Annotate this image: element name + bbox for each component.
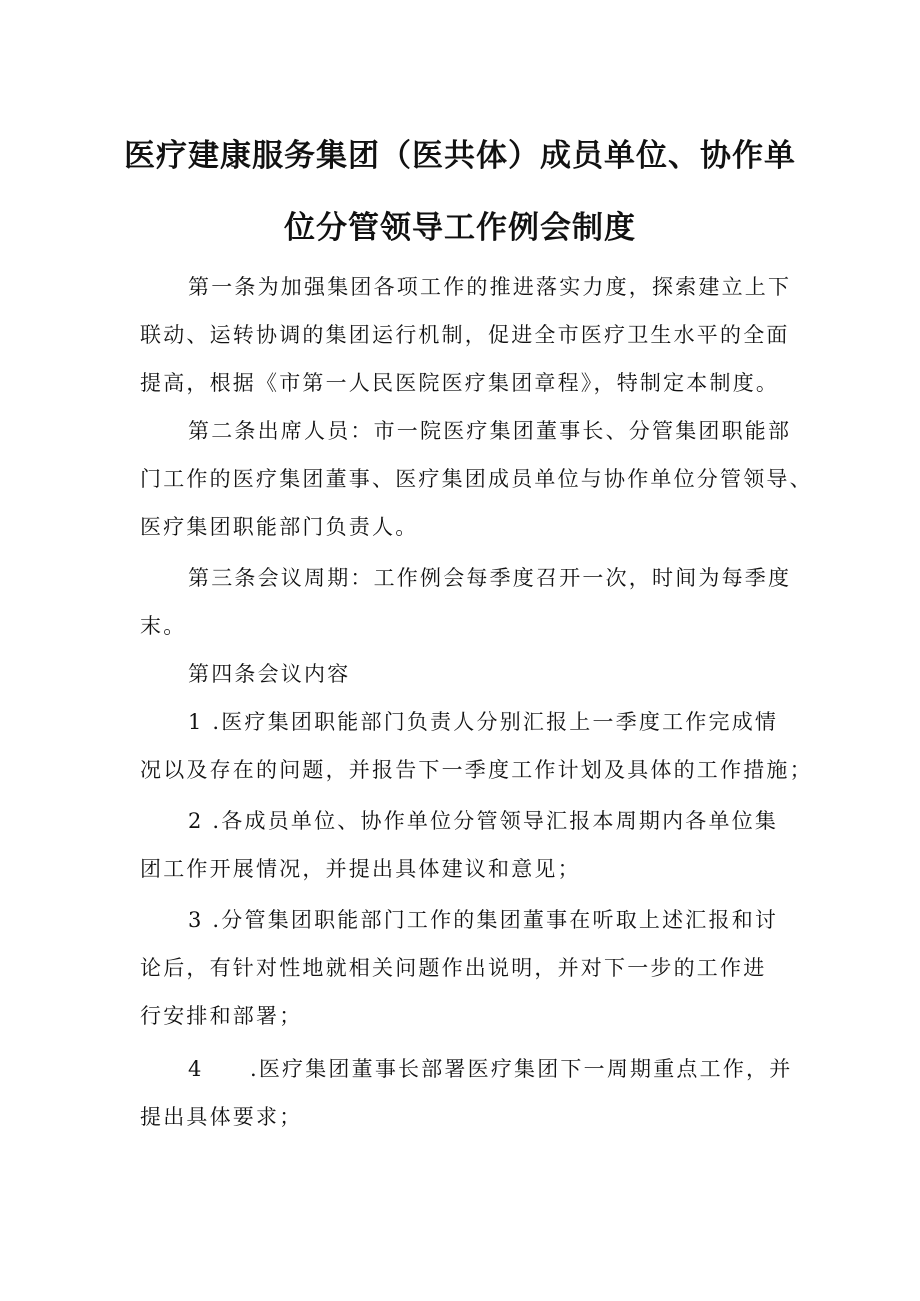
article-3-line-2: 末。 xyxy=(140,614,187,638)
article-2-line-3: 医疗集团职能部门负责人。 xyxy=(140,515,419,539)
item-4-line-2: 提出具体要求； xyxy=(140,1105,303,1129)
item-3-line-1: 3 .分管集团职能部门工作的集团董事在听取上述汇报和讨 xyxy=(188,908,779,932)
item-2-line-2: 团工作开展情况，并提出具体建议和意见； xyxy=(140,857,581,881)
item-3-line-2: 论后，有针对性地就相关问题作出说明，并对下一步的工作进 xyxy=(140,956,767,980)
article-1-line-1: 第一条为加强集团各项工作的推进落实力度，探索建立上下 xyxy=(188,275,792,299)
item-1-line-1: 1 .医疗集团职能部门负责人分别汇报上一季度工作完成情 xyxy=(188,710,779,734)
item-4-line-1: 4 .医疗集团董事长部署医疗集团下一周期重点工作，并 xyxy=(188,1057,793,1081)
document-title-line-2: 位分管领导工作例会制度 xyxy=(284,210,636,246)
item-3-line-3: 行安排和部署； xyxy=(140,1004,303,1028)
article-1-line-3: 提高，根据《市第一人民医院医疗集团章程》，特制定本制度。 xyxy=(140,371,780,395)
article-4-heading: 第四条会议内容 xyxy=(188,662,351,686)
article-2-line-1: 第二条出席人员：市一院医疗集团董事长、分管集团职能部 xyxy=(188,419,792,443)
article-1-line-2: 联动、运转协调的集团运行机制，促进全市医疗卫生水平的全面 xyxy=(140,323,790,347)
article-3-line-1: 第三条会议周期：工作例会每季度召开一次，时间为每季度 xyxy=(188,566,792,590)
item-2-line-1: 2 .各成员单位、协作单位分管领导汇报本周期内各单位集 xyxy=(188,809,779,833)
article-2-line-2: 门工作的医疗集团董事、医疗集团成员单位与协作单位分管领导、 xyxy=(140,467,813,491)
document-title-line-1: 医疗建康服务集团（医共体）成员单位、协作单 xyxy=(124,138,796,174)
item-1-line-2: 况以及存在的问题，并报告下一季度工作计划及具体的工作措施； xyxy=(140,758,813,782)
